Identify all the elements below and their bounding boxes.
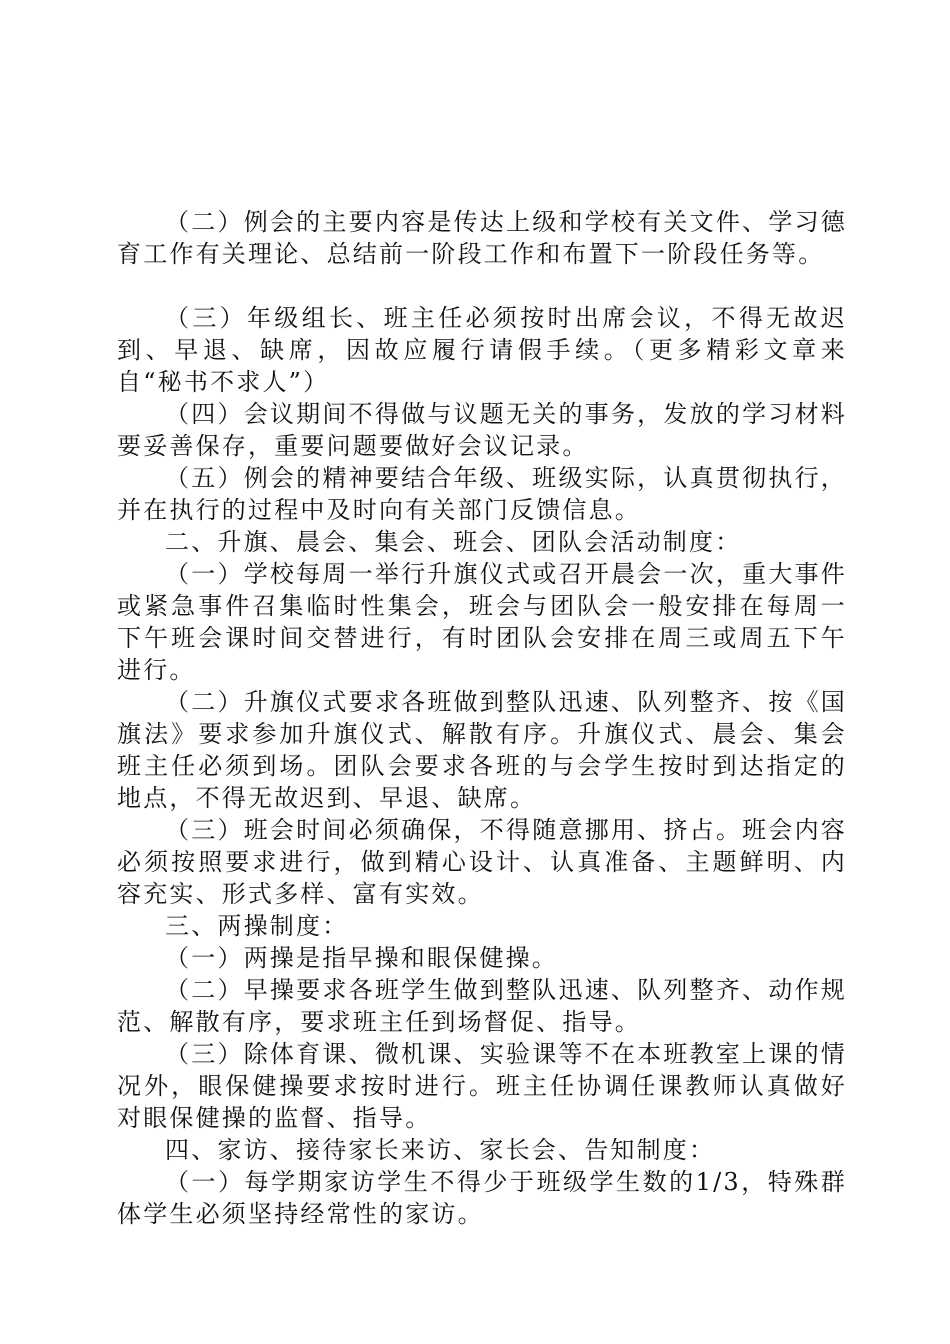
section-heading-home-visits: 四、家访、接待家长来访、家长会、告知制度：: [165, 1136, 716, 1164]
paragraph-meeting-content: （二）例会的主要内容是传达上级和学校有关文件、学习德育工作有关理论、总结前一阶段工作和布置下一阶段任务等。: [117, 208, 847, 268]
paragraph-implementation: （五）例会的精神要结合年级、班级实际，认真贯彻执行，并在执行的过程中及时向有关部门反馈信息。: [117, 464, 847, 524]
paragraph-flag-schedule: （一）学校每周一举行升旗仪式或召开晨会一次，重大事件或紧急事件召集临时性集会，班会与团队会一般安排在每周一下午班会课时间交替进行，有时团队会安排在周三或周五下午进行。: [117, 560, 847, 684]
paragraph-meeting-conduct: （四）会议期间不得做与议题无关的事务，发放的学习材料要妥善保存，重要问题要做好会议记录。: [117, 400, 847, 460]
paragraph-eye-exercise: （三）除体育课、微机课、实验课等不在本班教室上课的情况外，眼保健操要求按时进行。班主任协调任课教师认真做好对眼保健操的监督、指导。: [117, 1040, 847, 1132]
paragraph-attendance: （三）年级组长、班主任必须按时出席会议，不得无故迟到、早退、缺席，因故应履行请假手续。（更多精彩文章来自“秘书不求人”）: [117, 304, 847, 396]
paragraph-exercises-definition: （一）两操是指早操和眼保健操。: [165, 944, 558, 972]
paragraph-class-meeting: （三）班会时间必须确保，不得随意挪用、挤占。班会内容必须按照要求进行，做到精心设计、认真准备、主题鲜明、内容充实、形式多样、富有实效。: [117, 816, 847, 908]
section-heading-exercises: 三、两操制度：: [165, 912, 349, 940]
paragraph-home-visit-rule: （一）每学期家访学生不得少于班级学生数的1/3，特殊群体学生必须坚持经常性的家访。: [117, 1168, 847, 1228]
section-heading-flag-raising: 二、升旗、晨会、集会、班会、团队会活动制度：: [165, 528, 742, 556]
paragraph-morning-exercise: （二）早操要求各班学生做到整队迅速、队列整齐、动作规范、解散有序，要求班主任到场督促、指导。: [117, 976, 847, 1036]
paragraph-flag-requirements: （二）升旗仪式要求各班做到整队迅速、队列整齐、按《国旗法》要求参加升旗仪式、解散有序。升旗仪式、晨会、集会班主任必须到场。团队会要求各班的与会学生按时到达指定的地点，不得无故迟到、早退、缺席。: [117, 688, 847, 812]
document-body: [117, 206, 847, 1230]
